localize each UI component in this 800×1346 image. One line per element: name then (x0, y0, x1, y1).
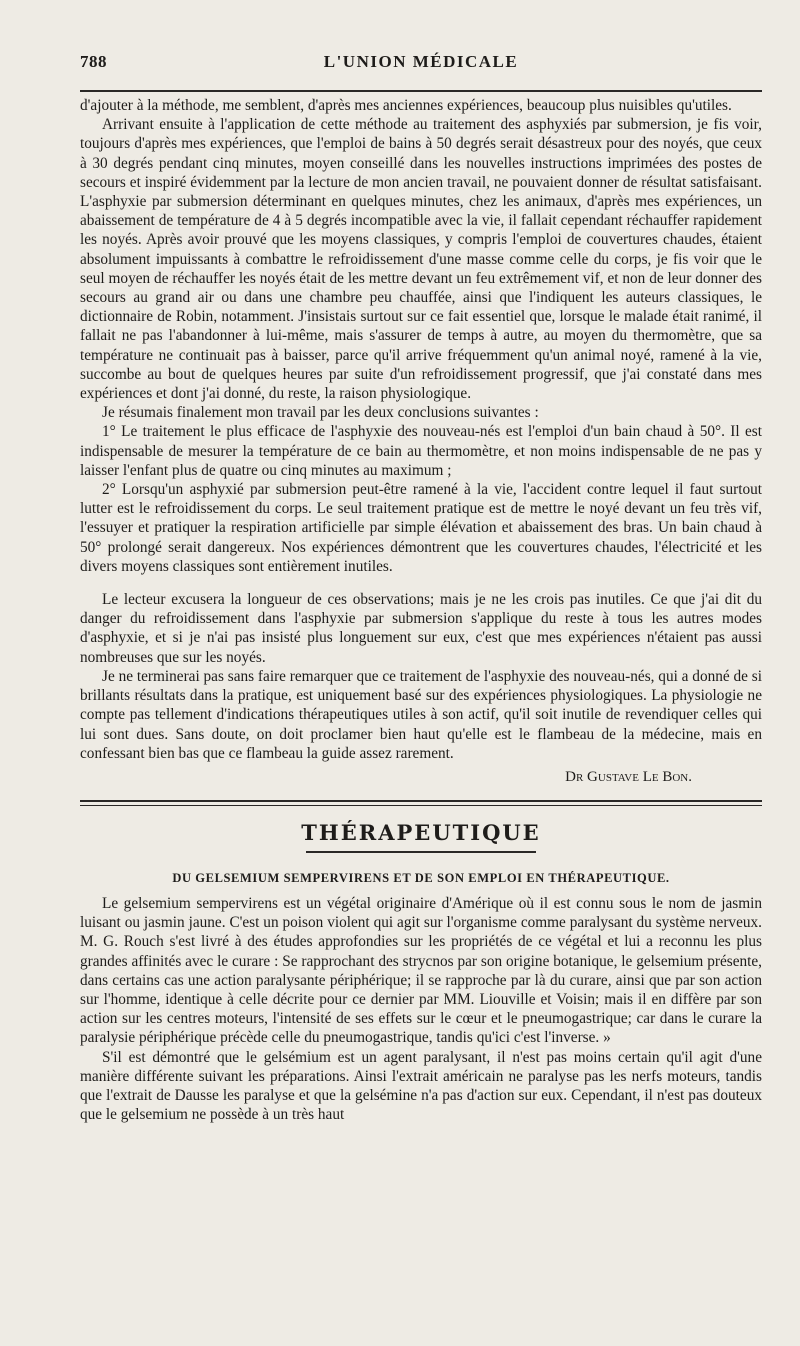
article-heading: DU GELSEMIUM SEMPERVIRENS ET DE SON EMPLOI EN THÉRAPEUTIQUE. (172, 870, 670, 885)
paragraph: Le lecteur excusera la longueur de ces observations; mais je ne les crois pas inutiles. Ce que j'ai dit du danger du refroidissement dans l'asphyxie par submersion s'applique du reste à tous les autres modes d'asphyxie, et si je n'ai pas insisté plus longuement sur eux, c'est que mes expériences n'étaient pas aussi nombreuses que sur les noyés. (80, 591, 762, 666)
author-signature: Dr Gustave Le Bon. (565, 768, 692, 785)
paragraph: d'ajouter à la méthode, me semblent, d'après mes anciennes expériences, beaucoup plus nuisibles qu'utiles. (80, 97, 732, 114)
running-head (80, 52, 762, 78)
journal-title: L'UNION MÉDICALE (323, 52, 519, 71)
section-title: THÉRAPEUTIQUE (301, 819, 541, 845)
article-body-part3 (80, 894, 762, 1124)
section-title-rule (306, 851, 536, 853)
page-number: 788 (80, 52, 107, 71)
section-divider (80, 800, 762, 806)
paragraph: Je résumais finalement mon travail par les deux conclusions suivantes : (102, 404, 539, 422)
paragraph: 2° Lorsqu'un asphyxié par submersion peut-être ramené à la vie, l'accident contre lequel il faut surtout lutter est le refroidissement du corps. Le seul traitement pratique est de mettre le noyé devant un feu très vif, l'essuyer et pratiquer la respiration artificielle par simple élévation et abaissement des bras. Un bain chaud à 50° prolongé serait dangereux. Nos expériences démontrent que les couvertures chaudes, l'électricité et les divers moyens classiques sont entièrement inutiles. (80, 481, 762, 575)
paragraph: Le gelsemium sempervirens est un végétal originaire d'Amérique où il est connu sous le nom de jasmin luisant ou jasmin jaune. C'est un poison violent qui agit sur l'organisme comme paralysant du système nerveux. M. G. Rouch s'est livré à des études approfondies sur les propriétés de ce végétal et lui a reconnu les plus grandes affinités avec le curare : Se rapprochant des strycnos par son origine botanique, le gelsemium présente, dans certains cas une action paralysante périphérique; il se rapproche par là du curare, ainsi que par son action sur l'homme, identique à celle décrite pour ce dernier par MM. Liouville et Voisin; mais il en diffère par son action sur les centres moteurs, l'intensité de ses effets sur le cœur et le pneumogastrique; car dans le curare la paralysie périphérique précède celle du pneumogastrique, tandis qu'ici c'est l'inverse. » (80, 894, 762, 1047)
paragraph: 1° Le traitement le plus efficace de l'asphyxie des nouveau-nés est l'emploi d'un bain chaud à 50°. Il est indispensable de mesurer la température de ce bain au thermomètre, et non moins indispensable de ne pas y laisser l'enfant plus de quatre ou cinq minutes au maximum ; (80, 423, 762, 479)
article-body-part1 (80, 96, 762, 763)
paragraph: Je ne terminerai pas sans faire remarquer que ce traitement de l'asphyxie des nouveau-nés, qui a donné de si brillants résultats dans la pratique, est uniquement basé sur des expériences physiologiques. La physiologie ne compte pas tellement d'indications thérapeutiques utiles à son actif, qu'il soit inutile de revendiquer celles qui lui sont dues. Sans doute, on doit proclamer bien haut qu'elle est le flambeau de la médecine, mais en confessant bien bas que ce flambeau la guide assez rarement. (80, 667, 762, 762)
paragraph: Arrivant ensuite à l'application de cette méthode au traitement des asphyxiés par submersion, je fis voir, toujours d'après mes expériences, que l'emploi de bains à 50 degrés serait désastreux pour des noyés, que ceux à 30 degrés pendant cinq minutes, moyen conseillé dans les nouvelles instructions imprimées des postes de secours et inspiré évidemment par la lecture de mon ancien travail, ne pouvaient donner de résultat satisfaisant. L'asphyxie par submersion déterminant en quelques minutes, chez les animaux, d'après mes expériences, un abaissement de température de 4 à 5 degrés incompatible avec la vie, il fallait cependant réchauffer rapidement les noyés. Après avoir prouvé que les moyens classiques, y compris l'emploi de couvertures chaudes, étaient absolument impuissants à combattre le refroidissement d'une masse comme celle du corps, je fis voir que le seul moyen de réchauffer les noyés était de les mettre devant un feu extrêmement vif, et non de leur donner des secours au grand air ou dans une chambre peu chauffée, ainsi que l'indiquent les auteurs classiques, le dictionnaire de Robin, notamment. J'insistais surtout sur ce fait essentiel que, lorsque le malade était ranimé, il fallait ne pas l'abandonner à lui-même, mais s'assurer de temps à autre, au moyen du thermomètre, que sa température ne continuait pas à baisser, parce qu'il arrive fréquemment qu'un animal noyé, ramené à la vie, succombe au bout de quelques heures par suite d'un refroidissement progressif, que j'ai constaté dans mes expériences et dont j'ai donné, du reste, la raison physiologique. (80, 116, 762, 403)
paragraph: S'il est démontré que le gelsémium est un agent paralysant, il n'est pas moins certain qu'il agit d'une manière différente suivant les préparations. Ainsi l'extrait américain ne paralyse pas les nerfs moteurs, tandis que l'extrait de Dausse les paralyse et que la gelsémine n'a pas d'action sur eux. Cependant, il n'est pas douteux que le gelsemium ne possède à un très haut (80, 1048, 762, 1124)
header-rule (80, 90, 762, 92)
